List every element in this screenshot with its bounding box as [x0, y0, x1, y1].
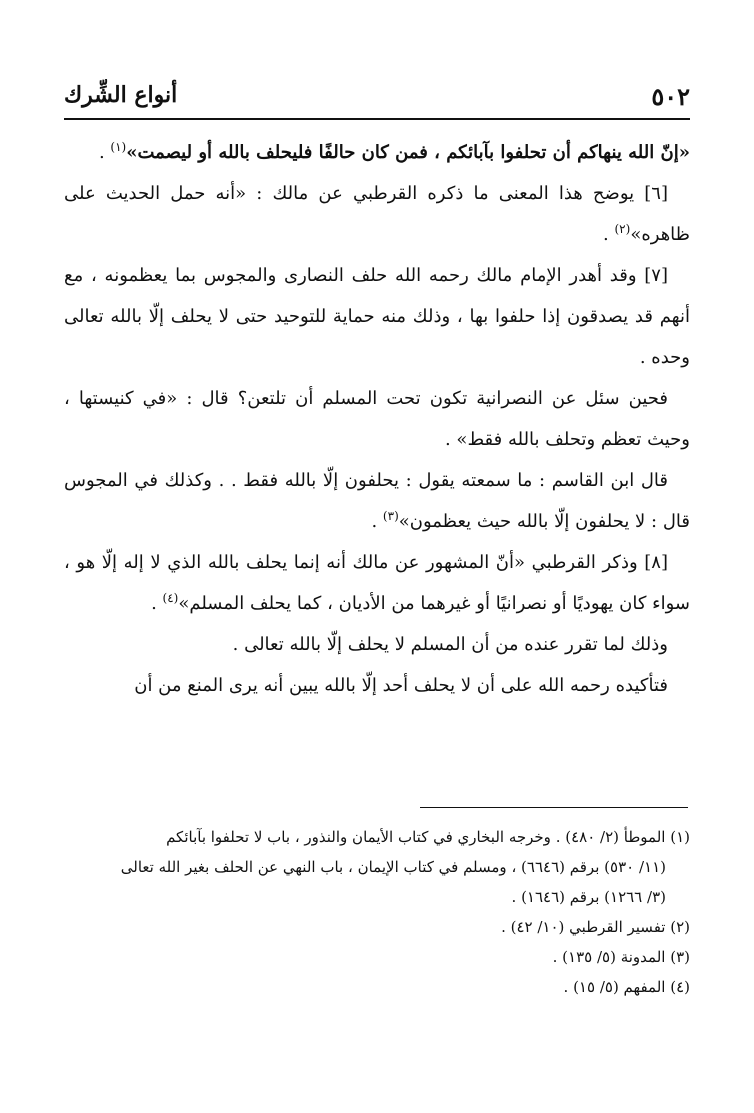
footnote-ref-3: (٣): [382, 509, 399, 523]
paragraph-7: [64, 255, 690, 378]
paragraph-text: قال ابن القاسم : ما سمعته يقول : يحلفون إلّا بالله فقط . . وكذلك في المجوس قال : لا يحلفون إلّا بالله حيث يعظمون»: [64, 470, 690, 532]
header-divider: [64, 118, 690, 120]
hadith-quote: «إنّ الله ينهاكم أن تحلفوا بآبائكم ، فمن كان حالفًا فليحلف بالله أو ليصمت»: [126, 142, 690, 163]
footnote-ref-1: (١): [110, 140, 127, 154]
footnote-1: (١) الموطأ (٢/ ٤٨٠) . وخرجه البخاري في كتاب الأيمان والنذور ، باب لا تحلفوا بآبائكم: [166, 828, 690, 846]
footnote-divider: [420, 807, 688, 808]
paragraph-text: فحين سئل عن النصرانية تكون تحت المسلم أن تلتعن؟ قال : «في كنيستها ، وحيث تعظم وتحلف بالله فقط» .: [64, 388, 690, 450]
paragraph-text: وذلك لما تقرر عنده من أن المسلم لا يحلف إلّا بالله تعالى .: [232, 634, 668, 655]
footnote-2: (٢) تفسير القرطبي (١٠/ ٤٢) .: [501, 918, 690, 936]
page-number: ٥٠٢: [651, 82, 690, 111]
page-header: [64, 82, 690, 112]
paragraph-end: .: [151, 593, 163, 614]
paragraph-christian-oath: [64, 378, 690, 460]
footnote-4: (٤) المفهم (٥/ ١٥) .: [563, 978, 690, 996]
footnotes: [64, 822, 690, 1002]
main-text: [64, 132, 690, 706]
paragraph-end: .: [371, 511, 383, 532]
paragraph-ibn-qasim: [64, 460, 690, 542]
paragraph-end: .: [98, 142, 111, 163]
paragraph-muslim-oath: [64, 624, 690, 665]
chapter-title: أنواع الشِّرك: [64, 82, 178, 108]
paragraph-text: [٨] وذكر القرطبي «أنّ المشهور عن مالك أنه إنما يحلف بالله الذي لا إله إلّا هو ، سواء كان يهوديًا أو نصرانيًا أو غيرهما من الأديان ، كما يحلف المسلم»: [64, 552, 690, 614]
paragraph-end: .: [603, 224, 615, 245]
footnote-3: (٣) المدونة (٥/ ١٣٥) .: [552, 948, 690, 966]
paragraph-hadith: [64, 132, 690, 173]
paragraph-emphasis: [64, 665, 690, 706]
paragraph-text: [٦] يوضح هذا المعنى ما ذكره القرطبي عن مالك : «أنه حمل الحديث على ظاهره»: [64, 183, 690, 245]
paragraph-6: [64, 173, 690, 255]
footnote-1-continued: (٣/ ١٢٦٦) برقم (١٦٤٦) .: [511, 888, 666, 906]
paragraph-text: فتأكيده رحمه الله على أن لا يحلف أحد إلّا بالله يبين أنه يرى المنع من أن: [134, 675, 668, 696]
paragraph-8: [64, 542, 690, 624]
footnote-1-continued: (١١/ ٥٣٠) برقم (٦٦٤٦) ، ومسلم في كتاب الإيمان ، باب النهي عن الحلف بغير الله تعالى: [120, 858, 666, 876]
paragraph-text: [٧] وقد أهدر الإمام مالك رحمه الله حلف النصارى والمجوس بما يعظمونه ، مع أنهم قد يصدقون إذا حلفوا بها ، وذلك منه حماية للتوحيد حتى لا يحلف إلّا بالله تعالى وحده .: [64, 265, 690, 368]
footnote-ref-2: (٢): [614, 222, 631, 236]
footnote-ref-4: (٤): [162, 591, 179, 605]
